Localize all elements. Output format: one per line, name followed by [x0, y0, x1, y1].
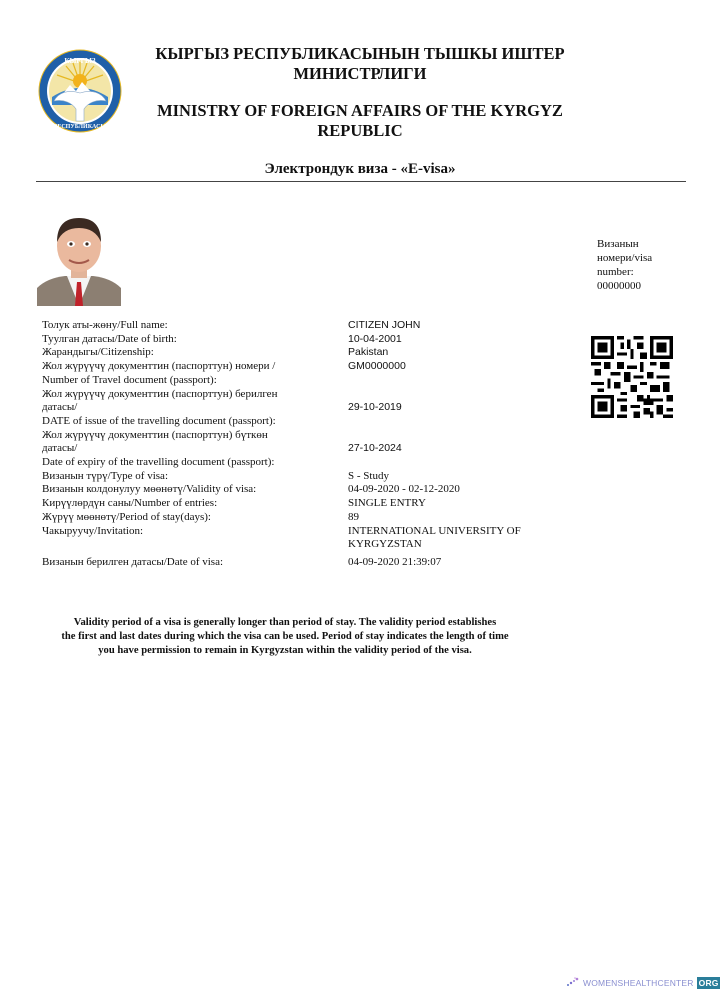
- ministry-title-english: [140, 101, 580, 141]
- field-label-line: датасы/: [42, 401, 78, 414]
- field-label: Жарандыгы/Citizenship:: [42, 346, 154, 359]
- header-divider: [36, 181, 686, 182]
- applicant-photo: [37, 208, 121, 306]
- field-label: Жүрүү мөөнөтү/Period of stay(days):: [42, 510, 211, 523]
- note-line1: Validity period of a visa is generally longer than period of stay. The validity period establishes: [73, 617, 497, 628]
- title-ky-line1: КЫРГЫЗ РЕСПУБЛИКАСЫНЫН ТЫШКЫ ИШТЕР: [155, 44, 565, 63]
- field-label-line: Жол жүрүүчү документтин (паспорттун) номери /: [42, 360, 276, 373]
- field-row-visa-validity: [42, 483, 682, 497]
- visa-number-value: 00000000: [597, 280, 641, 292]
- field-row-date-of-birth: [42, 333, 682, 347]
- watermark-text: WOMENSHEALTHCENTER: [583, 978, 694, 988]
- dots-logo-icon: [566, 977, 580, 989]
- field-label-line: Number of Travel document (passport):: [42, 373, 217, 386]
- field-label: Визанын түрү/Type of visa:: [42, 469, 169, 482]
- field-label: [42, 388, 348, 429]
- visa-details-table: [42, 319, 682, 570]
- field-row-citizenship: [42, 346, 682, 360]
- field-label: [42, 429, 348, 470]
- visa-number-label-1: Визанын: [597, 238, 639, 250]
- field-value: GM0000000: [348, 360, 406, 373]
- svg-text:КЫРГЫЗ: КЫРГЫЗ: [64, 57, 96, 65]
- field-value: Pakistan: [348, 346, 389, 359]
- watermark-badge: ORG: [698, 978, 719, 988]
- field-row-passport-number: [42, 360, 682, 387]
- note-line3: you have permission to remain in Kyrgyzstan within the validity period of the visa.: [98, 645, 472, 656]
- field-label-line: Date of expiry of the travelling document (passport):: [42, 456, 275, 469]
- field-value: 89: [348, 510, 359, 523]
- field-label: Чакыруучу/Invitation:: [42, 524, 144, 537]
- visa-number-label-3: number:: [597, 266, 634, 278]
- field-value: 10-04-2001: [348, 332, 402, 345]
- field-value: [348, 525, 548, 552]
- field-row-full-name: [42, 319, 682, 333]
- field-value: SINGLE ENTRY: [348, 497, 426, 510]
- title-ky-line2: МИНИСТРЛИГИ: [293, 64, 427, 83]
- visa-number-label-2: номери/visa: [597, 252, 653, 264]
- field-label: Визанын колдонулуу мөөнөтү/Validity of visa:: [42, 483, 257, 496]
- field-row-passport-issue-date: [42, 388, 682, 429]
- field-value: 04-09-2020 21:39:07: [348, 555, 442, 568]
- field-label-line: DATE of issue of the travelling document (passport):: [42, 414, 276, 427]
- field-row-passport-expiry-date: [42, 429, 682, 470]
- ministry-title-kyrgyz: [140, 44, 580, 84]
- field-value-line: KYRGYZSTAN: [348, 538, 422, 551]
- field-row-date-of-visa: [42, 556, 682, 570]
- document-subtitle: Электрондук виза - «E-visa»: [264, 161, 456, 177]
- field-value: 27-10-2024: [348, 442, 402, 455]
- field-label: Толук аты-жөну/Full name:: [42, 319, 168, 331]
- field-value: CITIZEN JOHN: [348, 319, 421, 331]
- field-label-line: Жол жүрүүчү документтин (паспорттун) бүткөн: [42, 428, 268, 441]
- state-emblem-icon: [38, 49, 122, 133]
- field-label: [42, 360, 348, 387]
- field-label: Туулган датасы/Date of birth:: [42, 332, 177, 345]
- field-row-invitation: [42, 525, 682, 552]
- watermark: [566, 974, 720, 992]
- validity-note: [40, 616, 530, 658]
- field-label-line: датасы/: [42, 442, 78, 455]
- field-value: 04-09-2020 - 02-12-2020: [348, 483, 460, 496]
- field-value: S - Study: [348, 469, 389, 482]
- field-label: Кирүүлөрдүн саны/Number of entries:: [42, 497, 218, 510]
- field-row-period-of-stay: [42, 511, 682, 525]
- field-label-line: Жол жүрүүчү документтин (паспорттун) берилген: [42, 387, 278, 400]
- field-row-visa-type: [42, 470, 682, 484]
- field-value-line: INTERNATIONAL UNIVERSITY OF: [348, 524, 521, 537]
- field-label: Визанын берилген датасы/Date of visa:: [42, 555, 224, 568]
- title-en-line2: REPUBLIC: [317, 121, 403, 140]
- svg-text:РЕСПУБЛИКАСЫ: РЕСПУБЛИКАСЫ: [53, 124, 107, 130]
- visa-number-block: [597, 237, 687, 293]
- field-row-number-of-entries: [42, 497, 682, 511]
- title-en-line1: MINISTRY OF FOREIGN AFFAIRS OF THE KYRGYZ: [157, 101, 563, 120]
- note-line2: the first and last dates during which the visa can be used. Period of stay indicates the length of time: [61, 631, 509, 642]
- field-value: 29-10-2019: [348, 401, 402, 414]
